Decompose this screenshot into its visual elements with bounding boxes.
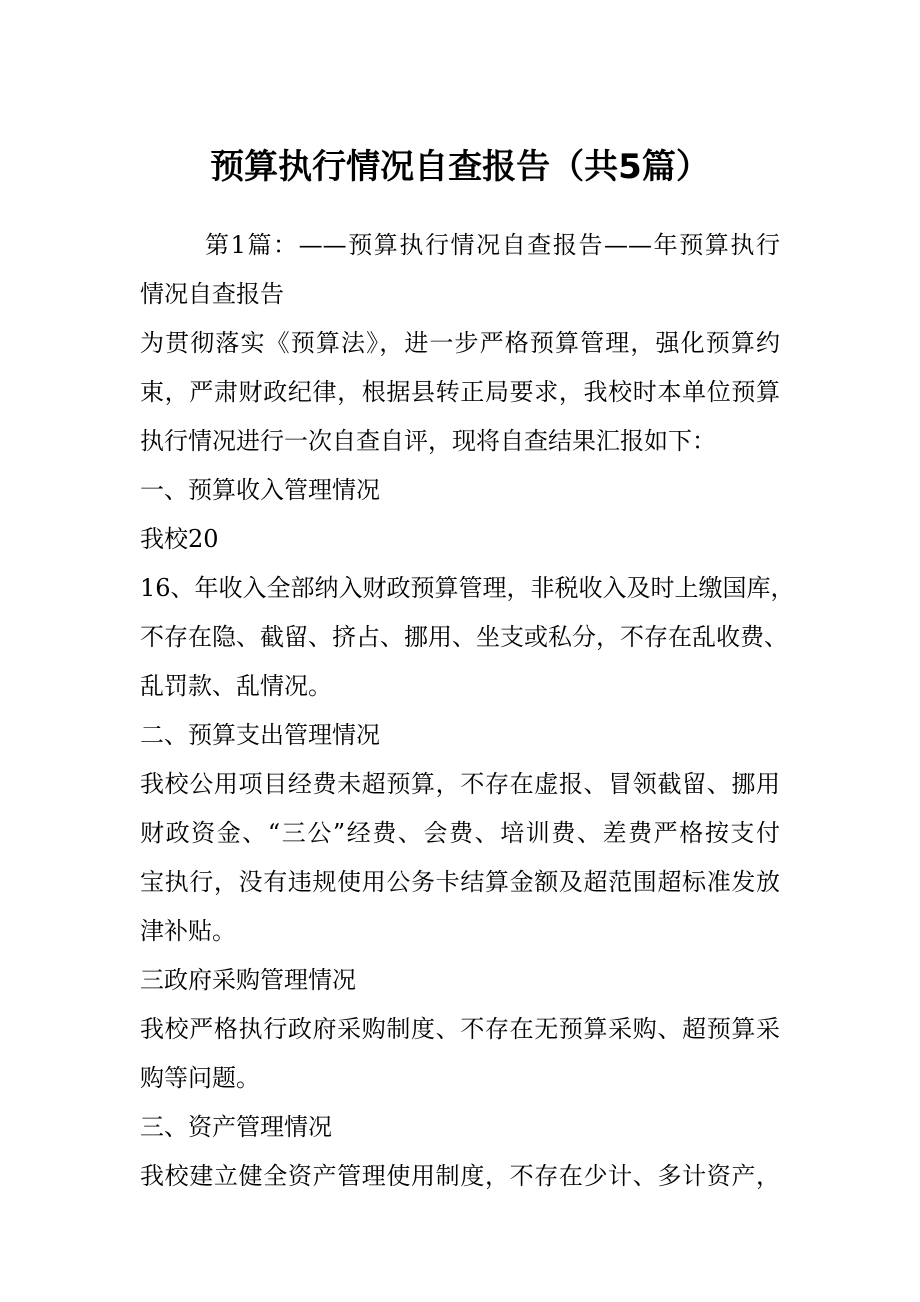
paragraph-line: 购等问题。 <box>140 1064 260 1092</box>
paragraph-line: 情况自查报告 <box>140 280 284 308</box>
paragraph-line: 我校严格执行政府采购制度、不存在无预算采购、超预算采 <box>140 1015 780 1043</box>
paragraph-line: 不存在隐、截留、挤占、挪用、坐支或私分，不存在乱收费、 <box>140 623 788 651</box>
paragraph-line: 宝执行，没有违规使用公务卡结算金额及超范围超标准发放 <box>140 868 780 896</box>
paragraph-line: 我校公用项目经费未超预算，不存在虚报、冒领截留、挪用 <box>140 770 780 798</box>
section-heading: 一、预算收入管理情况 <box>140 476 380 504</box>
section-heading: 三、资产管理情况 <box>140 1113 332 1141</box>
paragraph-line: 16、年收入全部纳入财政预算管理，非税收入及时上缴国库， <box>140 574 795 602</box>
paragraph-line: 第1篇：——预算执行情况自查报告——年预算执行 <box>205 231 780 259</box>
paragraph-line: 为贯彻落实《预算法》，进一步严格预算管理，强化预算约 <box>140 329 780 357</box>
paragraph-line: 津补贴。 <box>140 917 236 945</box>
paragraph-line: 乱罚款、乱情况。 <box>140 672 332 700</box>
paragraph-line: 执行情况进行一次自查自评，现将自查结果汇报如下： <box>140 427 716 455</box>
section-heading: 三政府采购管理情况 <box>140 966 356 994</box>
section-heading: 二、预算支出管理情况 <box>140 721 380 749</box>
paragraph-line: 我校20 <box>140 525 219 553</box>
document-title: 预算执行情况自查报告（共5篇） <box>210 147 710 187</box>
paragraph-line: 我校建立健全资产管理使用制度，不存在少计、多计资产， <box>140 1162 780 1190</box>
paragraph-line: 财政资金、“三公”经费、会费、培训费、差费严格按支付 <box>140 819 780 847</box>
paragraph-line: 束，严肃财政纪律，根据县转正局要求，我校时本单位预算 <box>140 378 780 406</box>
